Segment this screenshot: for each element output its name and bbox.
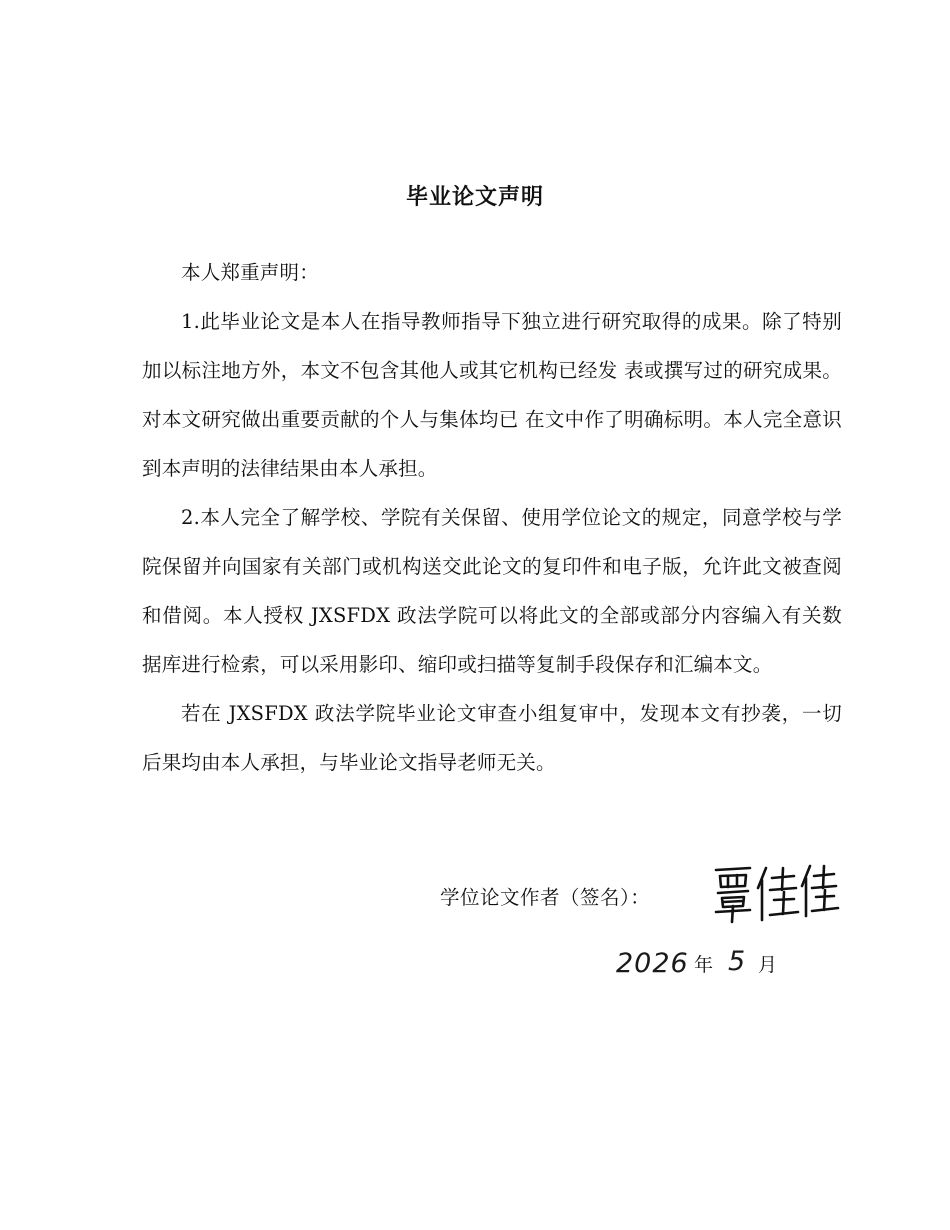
date-month: 5 [728,946,746,977]
intro-line: 本人郑重声明： [181,261,319,284]
signature-row [440,868,860,938]
page-title: 毕业论文声明 [405,185,544,210]
date-year: 2026 [616,948,689,979]
signature-label: 学位论文作者（签名）： [440,886,651,909]
paragraph-3: 若在 JXSFDX 政法学院毕业论文审查小组复审中，发现本文有抄袭，一切后果均由本人承担，与毕业论文指导老师无关。 [142,702,842,774]
declaration-body [142,248,842,787]
paragraph-1: 1.此毕业论文是本人在指导教师指导下独立进行研究取得的成果。除了特别加以标注地方外，本文不包含其他人或其它机构已经发 表或撰写过的研究成果。对本文研究做出重要贡献的个人与集体均已 在文中作了明确标明。本人完全意识到本声明的法律结果由本人承担。 [142,310,842,480]
date-row [610,940,810,990]
date-month-unit: 月 [758,954,778,976]
date-year-unit: 年 [694,954,714,976]
handwritten-signature [710,862,840,926]
paragraph-2: 2.本人完全了解学校、学院有关保留、使用学位论文的规定，同意学校与学院保留并向国家有关部门或机构送交此论文的复印件和电子版，允许此文被查阅和借阅。本人授权 JXSFDX 政法学院可以将此文的全部或部分内容编入有关数据库进行检索，可以采用影印、缩印或扫描等复制手段保存和汇编本文。 [142,506,842,676]
